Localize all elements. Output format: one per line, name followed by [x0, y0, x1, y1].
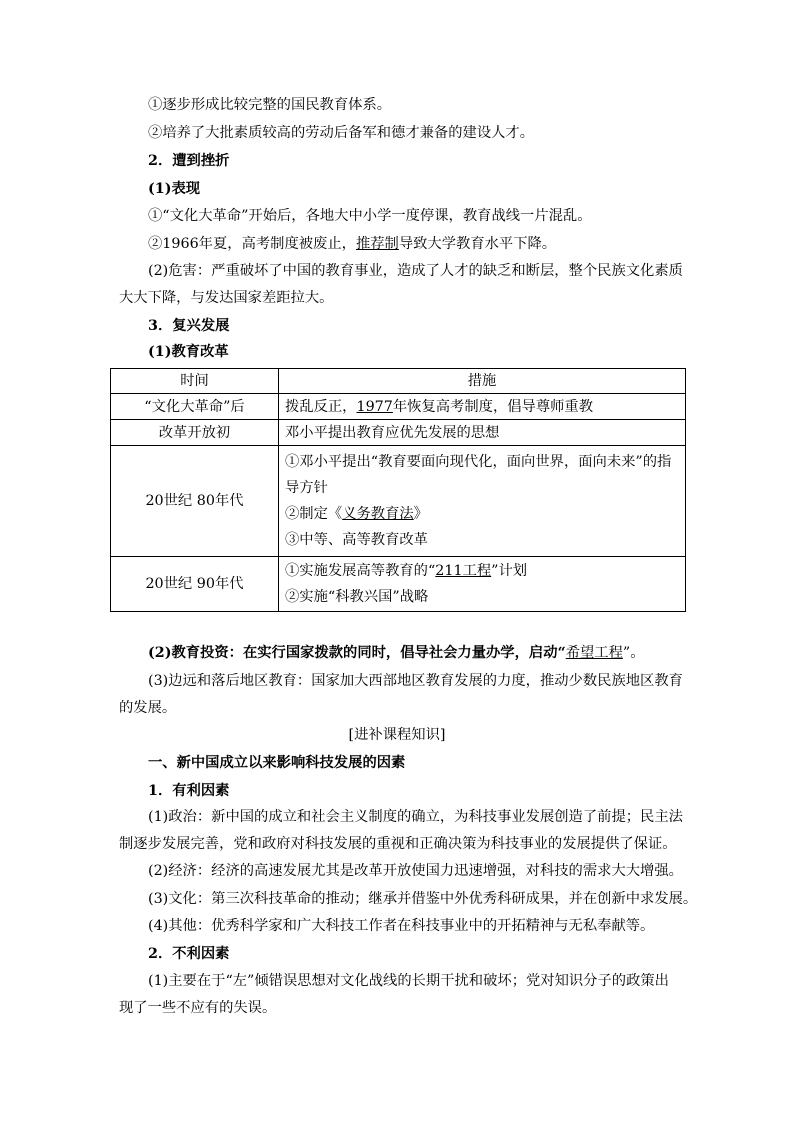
- table-cell-time: 20世纪 80年代: [111, 446, 279, 557]
- table-row: [111, 394, 686, 420]
- paragraph-politics-line1: (1)政治：新中国的成立和社会主义制度的确立，为科技事业发展创造了前提；民主法: [148, 809, 683, 825]
- heading-revival: 3．复兴发展: [148, 318, 230, 334]
- measure-line: ②实施“科教兴国”战略: [285, 589, 429, 605]
- underlined-term: 义务教育法: [342, 506, 414, 522]
- paragraph-economy: (2)经济：经济的高速发展尤其是改革开放使国力迅速增强，对科技的需求大大增强。: [148, 863, 683, 879]
- paragraph-culture: (3)文化：第三次科技革命的推动；继承并借鉴中外优秀科研成果，并在创新中求发展。: [148, 891, 698, 907]
- underlined-term: 211工程: [435, 563, 492, 579]
- subheading-favorable: 1．有利因素: [148, 783, 230, 799]
- underlined-term: 1977: [356, 398, 393, 415]
- paragraph-achievement-2: ②培养了大批素质较高的劳动后备军和德才兼备的建设人才。: [148, 125, 535, 141]
- text-run: 拨乱反正，: [285, 398, 357, 415]
- subheading-education-reform: (1)教育改革: [148, 344, 229, 360]
- table-cell-time: 改革开放初: [111, 420, 279, 446]
- text-run: 》: [413, 506, 428, 522]
- table-row: [111, 446, 686, 557]
- table-cell-time: 20世纪 90年代: [111, 557, 279, 612]
- table-cell-time: “文化大革命”后: [111, 394, 279, 420]
- text-run: ②1966年夏，高考制度被废止，: [148, 236, 356, 252]
- text-run: 导致大学教育水平下降。: [398, 236, 557, 252]
- measure-line: 导方针: [285, 480, 328, 496]
- paragraph-1966: [148, 235, 556, 253]
- table-header-row: [111, 369, 686, 394]
- table-cell-measure: [279, 394, 686, 420]
- table-cell-measure: 邓小平提出教育应优先发展的思想: [279, 420, 686, 446]
- text-run: ”。: [622, 645, 645, 661]
- measure-line: ①邓小平提出“教育要面向现代化，面向世界，面向未来”的指: [285, 454, 672, 470]
- table-cell-measure: [279, 446, 686, 557]
- heading-factors: 一、新中国成立以来影响科技发展的因素: [148, 755, 406, 771]
- text-run: ②制定《: [285, 506, 343, 522]
- paragraph-harm-line1: (2)危害：严重破坏了中国的教育事业，造成了人才的缺乏和断层，整个民族文化素质: [148, 263, 683, 279]
- underlined-term: 推荐制: [355, 236, 399, 252]
- subheading-manifestation: (1)表现: [148, 181, 201, 197]
- measure-line: [285, 558, 679, 584]
- section-title: [进补课程知识]: [348, 727, 446, 743]
- table-row: [111, 420, 686, 446]
- table-header-measure: 措施: [279, 369, 686, 394]
- measure-line: [285, 501, 679, 527]
- paragraph-education-investment: [148, 644, 645, 662]
- paragraph-harm-line2: 大大下降，与发达国家差距拉大。: [119, 290, 334, 306]
- measure-line: ③中等、高等教育改革: [285, 532, 428, 548]
- paragraph-remote-education-line2: 的发展。: [119, 700, 177, 716]
- education-reform-table: [110, 368, 686, 612]
- heading-setback: 2．遭到挫折: [148, 153, 230, 169]
- paragraph-left-errors-line1: (1)主要在于“左”倾错误思想对文化战线的长期干扰和破坏；党对知识分子的政策出: [148, 973, 669, 989]
- paragraph-left-errors-line2: 现了一些不应有的失误。: [119, 1000, 277, 1016]
- table-header-time: 时间: [111, 369, 279, 394]
- underlined-term: 希望工程: [565, 645, 623, 661]
- subheading-unfavorable: 2．不利因素: [148, 946, 230, 962]
- table-row: [111, 557, 686, 612]
- text-run: (2)教育投资：在实行国家拨款的同时，倡导社会力量办学，启动“: [148, 645, 566, 661]
- paragraph-remote-education-line1: (3)边远和落后地区教育：国家加大西部地区教育发展的力度，推动少数民族地区教育: [148, 673, 683, 689]
- text-run: ①实施发展高等教育的“: [285, 563, 436, 579]
- paragraph-other: (4)其他：优秀科学家和广大科技工作者在科技事业中的开拓精神与无私奉献等。: [148, 918, 655, 934]
- table-cell-measure: [279, 557, 686, 612]
- text-run: ”计划: [491, 563, 528, 579]
- paragraph-cultural-revolution: ①“文化大革命”开始后，各地大中小学一度停课，教育战线一片混乱。: [148, 208, 592, 224]
- paragraph-politics-line2: 制逐步发展完善，党和政府对科技发展的重视和正确决策为科技事业的发展提供了保证。: [119, 836, 677, 852]
- text-run: 年恢复高考制度，倡导尊师重教: [392, 398, 594, 415]
- paragraph-achievement-1: ①逐步形成比较完整的国民教育体系。: [148, 97, 392, 113]
